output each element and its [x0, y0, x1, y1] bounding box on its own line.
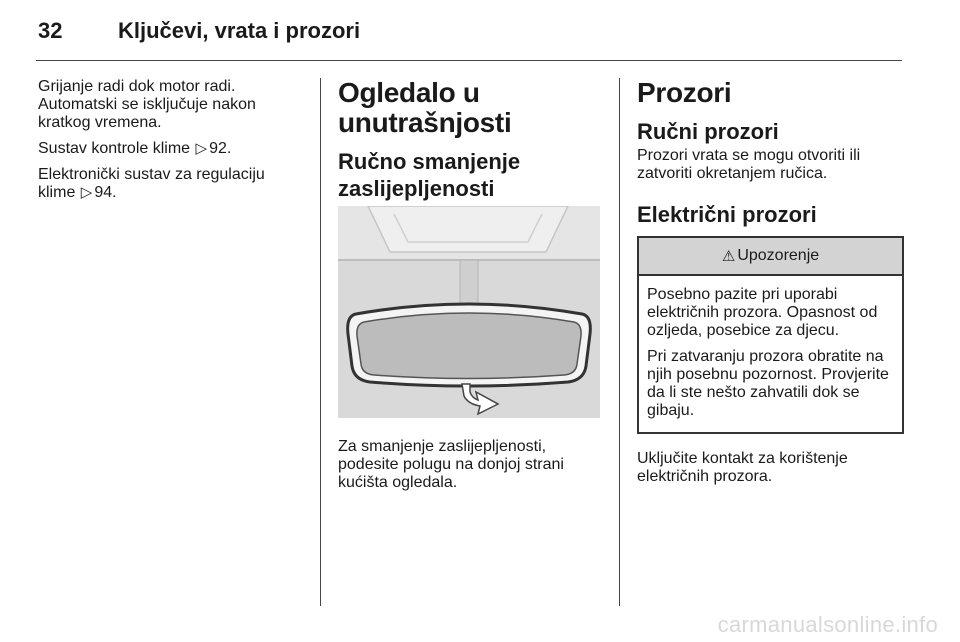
watermark: carmanualsonline.info: [717, 612, 938, 637]
manual-windows-text: Prozori vrata se mogu otvoriti ili zatvoriti okretanjem ručica.: [637, 147, 861, 182]
warning-box: [637, 236, 904, 434]
warning-header: [639, 238, 902, 276]
electronic-climate-reference: [38, 166, 300, 202]
electronic-climate-page-link[interactable]: 94.: [94, 184, 117, 201]
electronic-climate-text: Elektronički sustav za regulaciju klime: [38, 166, 265, 201]
anti-glare-subheading: Ručno smanjenje zaslijepljenosti: [338, 149, 521, 201]
middle-column: [338, 78, 602, 492]
warning-body: [639, 276, 902, 432]
warning-paragraph-2: Pri zatvaranju prozora obratite na njih posebnu pozornost. Provjerite da li ste nešto zahvatili dok se gibaju.: [647, 348, 889, 419]
warning-triangle-icon: ⚠: [721, 248, 736, 265]
page-header: [0, 0, 960, 60]
right-column: [637, 78, 904, 486]
header-rule: [36, 60, 902, 61]
reference-arrow-icon: ▷: [195, 140, 208, 157]
manual-windows-subheading: Ručni prozori: [637, 119, 779, 144]
ignition-note: Uključite kontakt za korištenje električnih prozora.: [637, 450, 848, 485]
mirror-caption: Za smanjenje zaslijepljenosti, podesite polugu na donjoj strani kućišta ogledala.: [338, 438, 564, 491]
reference-arrow-icon: ▷: [80, 184, 93, 201]
windows-heading: Prozori: [637, 77, 732, 108]
page-number: 32: [38, 18, 63, 43]
chapter-title: Ključevi, vrata i prozori: [118, 18, 361, 43]
column-divider-left: [320, 78, 321, 606]
climate-control-reference: [38, 140, 300, 158]
warning-title: Upozorenje: [737, 247, 820, 264]
warning-paragraph-1: Posebno pazite pri uporabi električnih prozora. Opasnost od ozljeda, posebice za djecu.: [647, 286, 878, 339]
rearview-mirror-illustration: [338, 206, 600, 418]
heating-paragraph: Grijanje radi dok motor radi. Automatski se isključuje nakon kratkog vremena.: [38, 78, 256, 131]
power-windows-subheading: Električni prozori: [637, 202, 817, 227]
column-divider-right: [619, 78, 620, 606]
left-column: [38, 78, 300, 210]
climate-control-text: Sustav kontrole klime: [38, 140, 191, 157]
climate-control-page-link[interactable]: 92.: [209, 140, 232, 157]
mirror-heading: Ogledalo u unutrašnjosti: [338, 77, 512, 138]
